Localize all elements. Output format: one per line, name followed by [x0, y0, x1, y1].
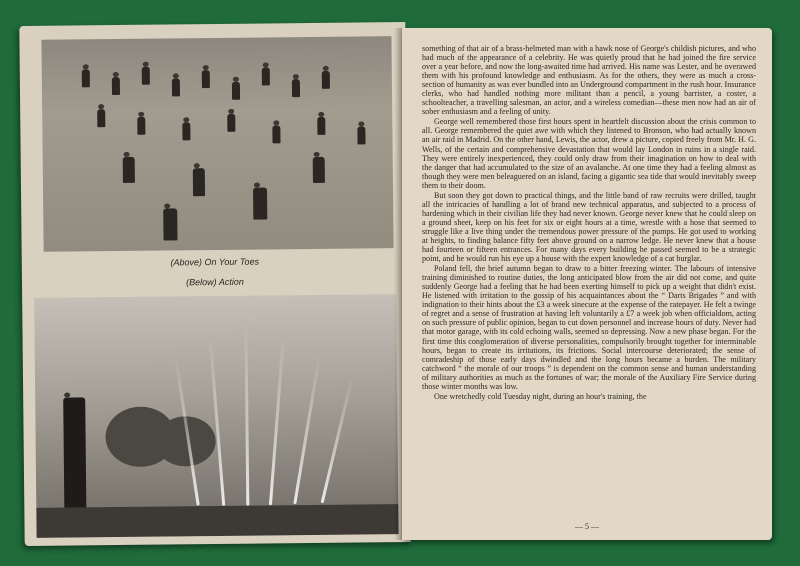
page-number: — 5 —	[575, 522, 599, 531]
photo-firemen-running	[41, 36, 393, 252]
paragraph: something of that air of a brass-helmeted man with a hawk nose of George's childish pictures, and who had much of the appearance of a celebrity. He was quietly proud that he had joined the fire service over a year before, and now the long-awaited time had arrived. His name was Lester, and he overawed them with his profound knowledge and enthusiasm. As for the others, they were as much a cross-section of humanity as was ever bundled into an Underground compartment in the rush hour. Insurance clerks, who had handled nothing more militant than a pencil, a young barrister, a coster, a schoolteacher, a travelling salesman, an actor, and a wireless comedian—these men now had an air of sober enthusiasm and a feeling of unity.	[422, 44, 756, 117]
booklet-spread	[14, 20, 782, 548]
paragraph: One wretchedly cold Tuesday night, during an hour's training, the	[434, 391, 647, 401]
caption-above: (Above) On Your Toes	[170, 256, 260, 268]
paragraph: George well remembered those first hours spent in heartfelt discussion about the crisis common to all. George remembered the quiet awe with which they listened to Bronson, who had actually known an air raid in Madrid. On the other hand, Lewis, the actor, drew a picture, copied freely from Mr. H. G. Wells, of the certain and comprehensive devastation that would lay London in ruins in a single raid. They were entirely inexperienced, they could only draw from their imagination on how to deal with the danger that had accumulated to the size of an avalanche. At one time they had a feeling almost as though they were men beleaguered on an island, facing a gigantic sea tide that would inevitably sweep them to their doom.	[422, 117, 756, 190]
body-text	[422, 44, 756, 402]
photo-hoses-action	[34, 294, 398, 538]
right-page	[402, 28, 772, 540]
paragraph: But soon they got down to practical things, and the little band of raw recruits were drilled, taught all the intricacies of handling a lot of brand new technical apparatus, and subjected to a process of hardening which in their civilian life they had never known. George never knew that he could sleep on a ground sheet, keep on his feet for six or eight hours at a time, wrestle with a hose that seemed to struggle like a live thing under the tremendous power pressure of the pumps. He got used to working at heights, to finding balance fifty feet above ground on a narrow ledge. He never knew that a house had fourteen or fifteen entrances. For many days every building he passed seemed to be a strategic point, and he would run his eye up a house with the expert knowledge of a cat burglar.	[422, 190, 756, 264]
paragraph: Poland fell, the brief autumn began to draw to a bitter freezing winter. The labours of intensive training diminished to routine duties, the long anticipated blow from the air did not come, and quite suddenly George had a feeling that he had been exerting himself to pick up a weight that didn't exist. He listened with irritation to the gossip of his acquaintances about the “ Darts Brigades ” and with indignation to their hints about the £3 a week sinecure at the expense of the ratepayer. He felt a twinge of regret and a sense of frustration at having left voluntarily a £7 a week job when officialdom, acting on such pressure of public opinion, began to cut down personnel and increase hours of duty. Never had that motor garage, with its cold echoing walls, seemed so depressing. Now a new phase began. For the first time this conglomeration of diverse personalities, compulsorily brought together for interminable hours, began to create its irritations, its frictions. Social intercourse deteriorated; the sense of comradeship of those early days dwindled and the long hours became a burden. The military catchword “ the morale of our troops ” is dependent on the common sense and human understanding of military authorities as much as the fortunes of war; the morale of the Auxiliary Fire Service during those winter months was low.	[422, 264, 756, 391]
caption-below: (Below) Action	[186, 276, 244, 288]
left-page	[19, 22, 410, 546]
